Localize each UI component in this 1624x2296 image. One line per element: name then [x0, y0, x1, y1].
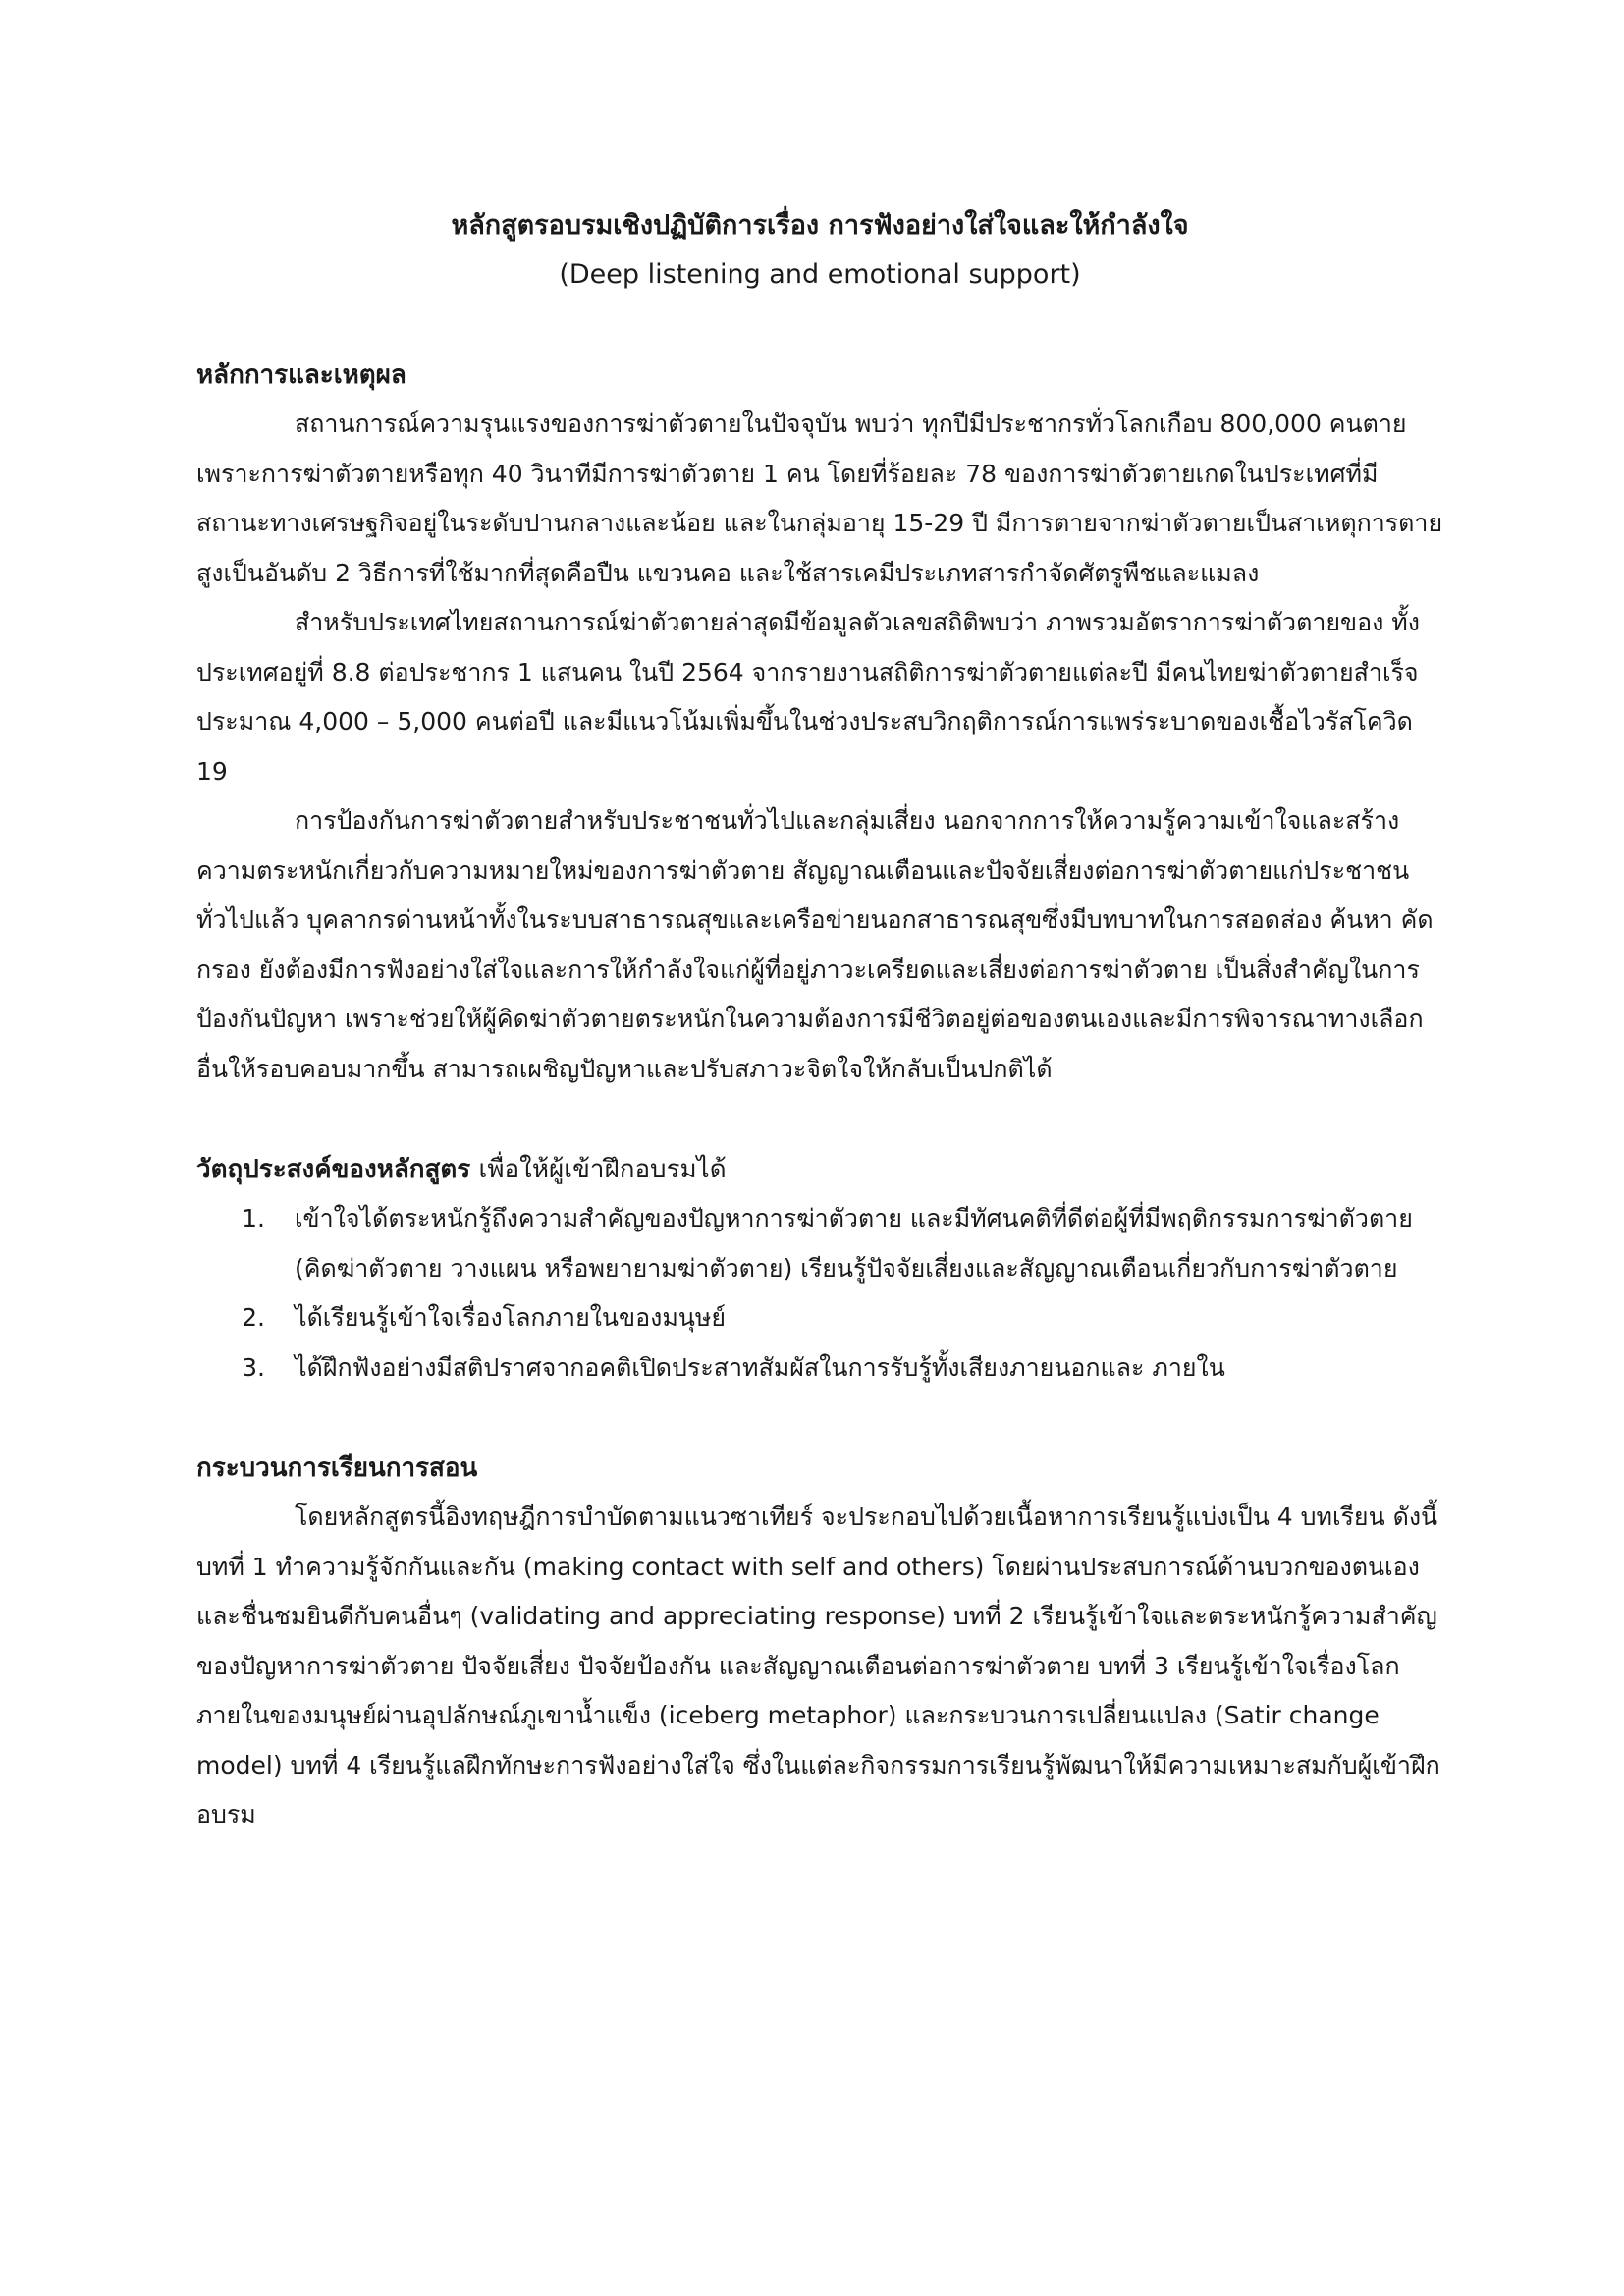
list-item-text: ได้ฝึกฟังอย่างมีสติปราศจากอคติเปิดประสาทสัมผัสในการรับรู้ทั้งเสียงภายนอกและ ภายใน: [295, 1352, 1225, 1382]
objectives-list: [196, 1194, 1443, 1393]
rationale-paragraph: สำหรับประเทศไทยสถานการณ์ฆ่าตัวตายล่าสุดมีข้อมูลตัวเลขสถิติพบว่า ภาพรวมอัตราการฆ่าตัวตายของ ทั้งประเทศอยู่ที่ 8.8 ต่อประชากร 1 แสนคน ในปี 2564 จากรายงานสถิติการฆ่าตัวตายแต่ละปี มีคนไทยฆ่าตัวตายสำเร็จ ประมาณ 4,000 – 5,000 คนต่อปี และมีแนวโน้มเพิ่มขึ้นในช่วงประสบวิกฤติการณ์การแพร่ระบาดของเชื้อไวรัสโควิด 19: [196, 608, 1420, 786]
objectives-heading-tail: เพื่อให้ผู้เข้าฝึกอบรมได้: [470, 1155, 727, 1184]
process-heading: กระบวนการเรียนการสอน: [196, 1453, 478, 1483]
rationale-heading: หลักการและเหตุผล: [196, 360, 406, 390]
list-item: [196, 1194, 1443, 1293]
list-item-number: 3.: [242, 1352, 265, 1382]
title-block: [196, 201, 1443, 300]
list-item-number: 2.: [242, 1303, 265, 1332]
rationale-paragraph: การป้องกันการฆ่าตัวตายสำหรับประชาชนทั่วไปและกลุ่มเสี่ยง นอกจากการให้ความรู้ความเข้าใจและสร้างความตระหนักเกี่ยวกับความหมายใหม่ของการฆ่าตัวตาย สัญญาณเตือนและปัจจัยเสี่ยงต่อการฆ่าตัวตายแก่ประชาชนทั่วไปแล้ว บุคลากรด่านหน้าทั้งในระบบสาธารณสุขและเครือข่ายนอกสาธารณสุขซึ่งมีบทบาทในการสอดส่อง ค้นหา คัดกรอง ยังต้องมีการฟังอย่างใส่ใจและการให้กำลังใจแก่ผู้ที่อยู่ภาวะเครียดและเสี่ยงต่อการฆ่าตัวตาย เป็นสิ่งสำคัญในการป้องกันปัญหา เพราะช่วยให้ผู้คิดฆ่าตัวตายตระหนักในความต้องการมีชีวิตอยู่ต่อของตนเองและมีการพิจารณาทางเลือกอื่นให้รอบคอบมากขึ้น สามารถเผชิญปัญหาและปรับสภาวะจิตใจให้กลับเป็นปกติได้: [196, 806, 1434, 1083]
objectives-section: [196, 1145, 1443, 1393]
document-title: หลักสูตรอบรมเชิงปฏิบัติการเรื่อง การฟังอย่างใส่ใจและให้กำลังใจ: [451, 210, 1189, 241]
document-subtitle: (Deep listening and emotional support): [559, 259, 1081, 290]
process-section: [196, 1444, 1443, 1840]
rationale-section: [196, 351, 1443, 1094]
list-item: [196, 1293, 1443, 1343]
list-item-text: ได้เรียนรู้เข้าใจเรื่องโลกภายในของมนุษย์: [295, 1303, 727, 1332]
document-page: [196, 201, 1443, 1891]
list-item-text: เข้าใจได้ตระหนักรู้ถึงความสำคัญของปัญหาการฆ่าตัวตาย และมีทัศนคติที่ดีต่อผู้ที่มีพฤติกรรมการฆ่าตัวตาย (คิดฆ่าตัวตาย วางแผน หรือพยายามฆ่าตัวตาย) เรียนรู้ปัจจัยเสี่ยงและสัญญาณเตือนเกี่ยวกับการฆ่าตัวตาย: [295, 1204, 1413, 1283]
rationale-paragraph: สถานการณ์ความรุนแรงของการฆ่าตัวตายในปัจจุบัน พบว่า ทุกปีมีประชากรทั่วโลกเกือบ 800,000 คนตายเพราะการฆ่าตัวตายหรือทุก 40 วินาทีมีการฆ่าตัวตาย 1 คน โดยที่ร้อยละ 78 ของการฆ่าตัวตายเกดในประเทศที่มีสถานะทางเศรษฐกิจอยู่ในระดับปานกลางและน้อย และในกลุ่มอายุ 15-29 ปี มีการตายจากฆ่าตัวตายเป็นสาเหตุการตายสูงเป็นอันดับ 2 วิธีการที่ใช้มากที่สุดคือปืน แขวนคอ และใช้สารเคมีประเภทสารกำจัดศัตรูพืชและแมลง: [196, 410, 1443, 587]
objectives-heading: [196, 1145, 1443, 1194]
list-item-number: 1.: [242, 1204, 265, 1232]
process-paragraph: โดยหลักสูตรนี้อิงทฤษฎีการบำบัดตามแนวซาเทียร์ จะประกอบไปด้วยเนื้อหาการเรียนรู้แบ่งเป็น 4 บทเรียน ดังนี้ บทที่ 1 ทำความรู้จักกันและกัน (making contact with self and others) โดยผ่านประสบการณ์ด้านบวกของตนเองและชื่นชมยินดีกับคนอื่นๆ (validating and appreciating response) บทที่ 2 เรียนรู้เข้าใจและตระหนักรู้ความสำคัญของปัญหาการฆ่าตัวตาย ปัจจัยเสี่ยง ปัจจัยป้องกัน และสัญญาณเตือนต่อการฆ่าตัวตาย บทที่ 3 เรียนรู้เข้าใจเรื่องโลกภายในของมนุษย์ผ่านอุปลักษณ์ภูเขาน้ำแข็ง (iceberg metaphor) และกระบวนการเปลี่ยนแปลง (Satir change model) บทที่ 4 เรียนรู้แลฝึกทักษะการฟังอย่างใส่ใจ ซึ่งในแต่ละกิจกรรมการเรียนรู้พัฒนาให้มีความเหมาะสมกับผู้เข้าฝึกอบรม: [196, 1503, 1440, 1829]
objectives-heading-label: วัตถุประสงค์ของหลักสูตร: [196, 1155, 471, 1184]
list-item: [196, 1343, 1443, 1394]
